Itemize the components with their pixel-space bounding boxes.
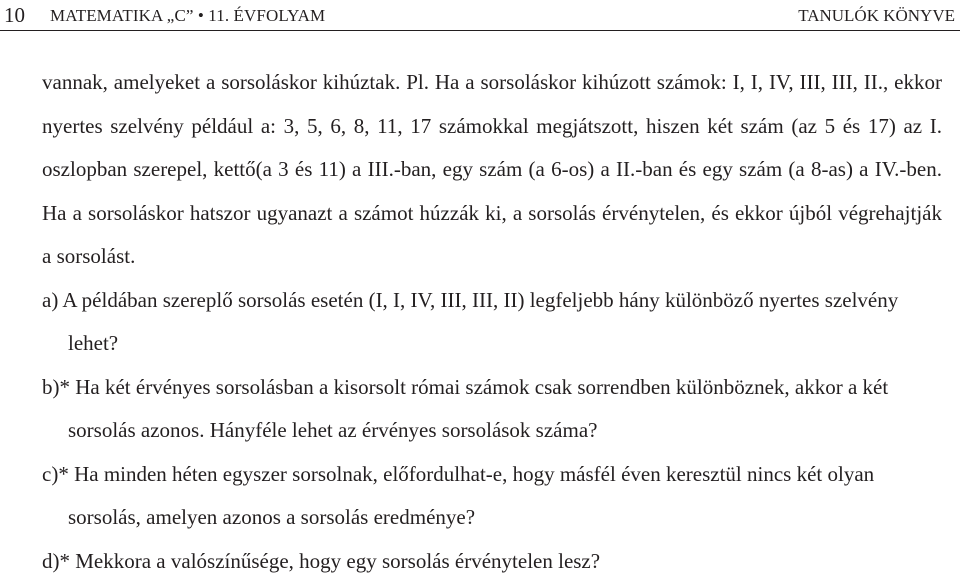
problem-a [42,279,942,366]
problem-c-text: Ha minden héten egyszer sorsolnak, előfordulhat-e, hogy másfél éven keresztül nincs két olyan sorsolás, amelyen azonos a sorsolás eredménye? [68,462,874,530]
header-divider [0,30,960,31]
problem-b-text: Ha két érvényes sorsolásban a kisorsolt római számok csak sorrendben különböznek, akkor a két sorsolás azonos. Hányféle lehet az érvényes sorsolások száma? [68,375,888,443]
problem-c [42,453,942,540]
problem-c-label: c)* [42,462,69,486]
book-type-label: TANULÓK KÖNYVE [798,6,955,26]
problem-d-text: Mekkora a valószínűsége, hogy egy sorsolás érvénytelen lesz? [75,549,600,573]
problem-b-label: b)* [42,375,70,399]
page-header [0,0,960,30]
problem-d-label: d)* [42,549,70,573]
problem-d [42,540,942,583]
page-number: 10 [4,3,25,27]
running-title: MATEMATIKA „C” • 11. ÉVFOLYAM [50,6,325,26]
text-column [42,61,942,583]
lottery-rules-paragraph: vannak, amelyeket a sorsoláskor kihúztak. Pl. Ha a sorsoláskor kihúzott számok: I, I, IV, III, III, II., ekkor nyertes szelvény például a: 3, 5, 6, 8, 11, 17 számokkal megjátszott, hiszen két szám (az 5 és 17) az I. oszlopban szerepel, kettő(a 3 és 11) a III.-ban, egy szám (a 6-os) a II.-ban és egy szám (a 8-as) a IV.-ben. Ha a sorsoláskor hatszor ugyanazt a számot húzzák ki, a sorsolás érvénytelen, és ekkor újból végrehajtják a sorsolást. [42,61,942,279]
problem-a-text: A példában szereplő sorsolás esetén (I, I, IV, III, III, II) legfeljebb hány különböző nyertes szelvény lehet? [62,288,898,356]
problem-b [42,366,942,453]
problem-a-label: a) [42,288,58,312]
